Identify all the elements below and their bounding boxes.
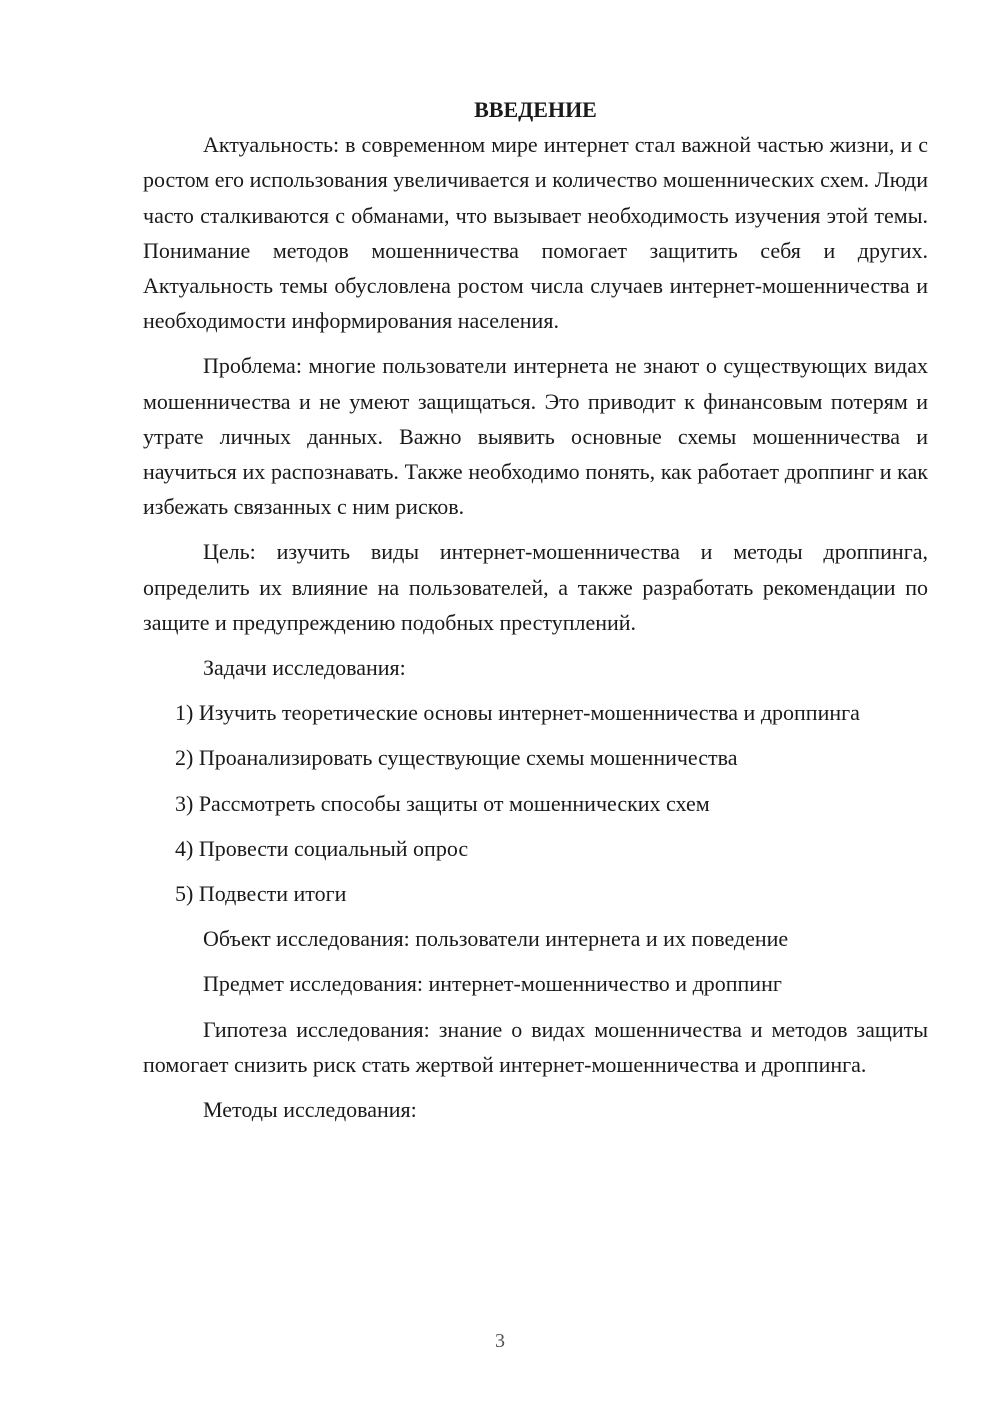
task-item-3: 3) Рассмотреть способы защиты от мошеннических схем [175,790,710,816]
task-item-5: 5) Подвести итоги [175,881,347,907]
paragraph-goal: Цель: изучить виды интернет-мошенничества и методы дроппинга, определить их влияние на пользователей, а также разработать рекомендации по защите и предупреждению подобных преступлений. [143,539,928,635]
task-item-2: 2) Проанализировать существующие схемы мошенничества [175,745,738,771]
task-item-1: 1) Изучить теоретические основы интернет-мошенничества и дроппинга [175,700,860,726]
paragraph-subject: Предмет исследования: интернет-мошенничество и дроппинг [203,971,782,997]
methods-heading: Методы исследования: [203,1097,417,1123]
paragraph-relevance: Актуальность: в современном мире интернет стал важной частью жизни, и с ростом его использования увеличивается и количество мошеннических схем. Люди часто сталкиваются с обманами, что вызывает необходимость изучения этой темы. Понимание методов мошенничества помогает защитить себя и других. Актуальность темы обусловлена ростом числа случаев интернет-мошенничества и необходимости информирования населения. [143,132,928,334]
tasks-heading: Задачи исследования: [203,655,406,681]
page-number: 3 [495,1330,505,1352]
task-item-4: 4) Провести социальный опрос [175,835,469,861]
paragraph-hypothesis: Гипотеза исследования: знание о видах мошенничества и методов защиты помогает снизить риск стать жертвой интернет-мошенничества и дроппинга. [143,1016,928,1077]
section-heading: ВВЕДЕНИЕ [474,97,597,122]
paragraph-object: Объект исследования: пользователи интернета и их поведение [203,926,789,952]
paragraph-problem: Проблема: многие пользователи интернета не знают о существующих видах мошенничества и не умеют защищаться. Это приводит к финансовым потерям и утрате личных данных. Важно выявить основные схемы мошенничества и научиться их распознавать. Также необходимо понять, как работает дроппинг и как избежать связанных с ним рисков. [143,353,928,520]
document-page [143,92,928,1127]
